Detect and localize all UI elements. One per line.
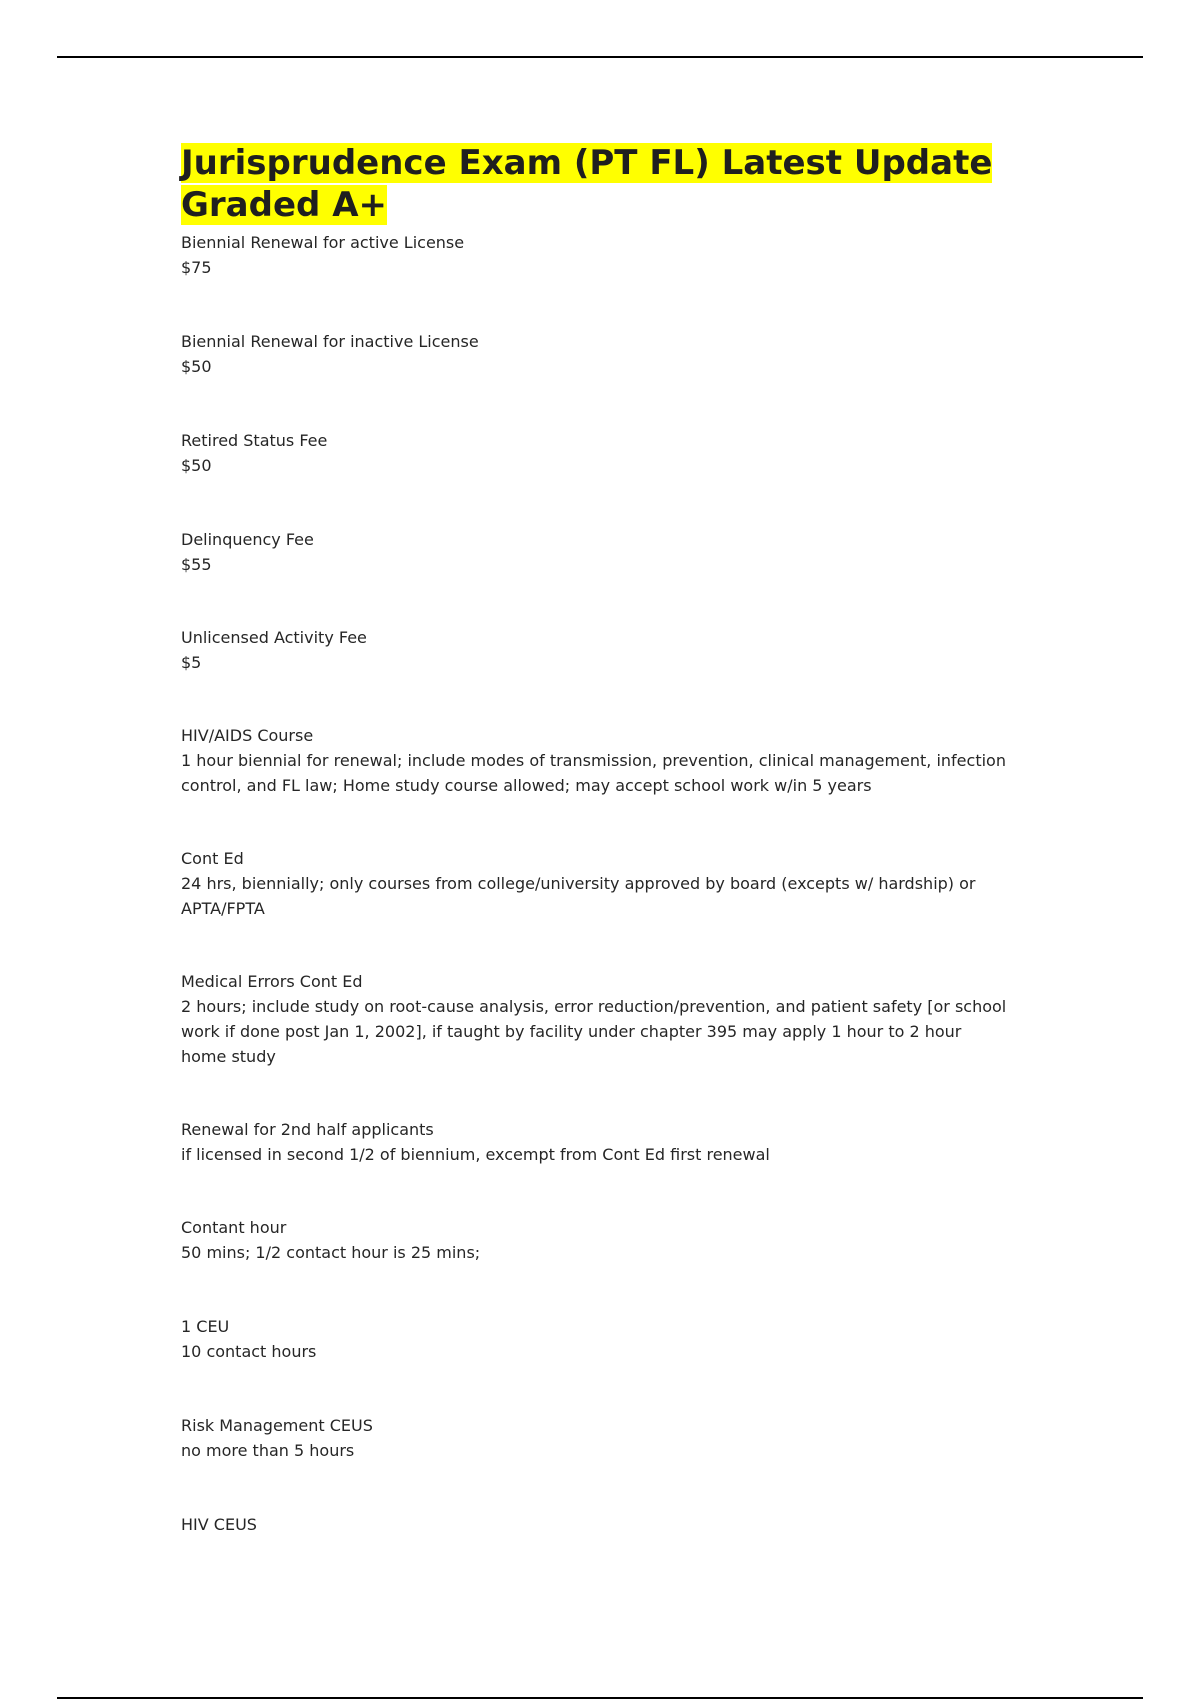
entry-term: HIV/AIDS Course — [181, 726, 314, 745]
entry-term: Cont Ed — [181, 849, 244, 868]
entry-term: Biennial Renewal for inactive License — [181, 332, 479, 351]
entry-term: Biennial Renewal for active License — [181, 233, 465, 252]
entry-term: Retired Status Fee — [181, 431, 328, 450]
flashcard-entry — [181, 329, 479, 379]
entry-term: 1 CEU — [181, 1317, 230, 1336]
document-body — [181, 142, 1011, 1534]
flashcard-entry — [181, 1314, 316, 1364]
flashcard-entry — [181, 527, 314, 577]
flashcard-entry — [181, 428, 327, 478]
flashcard-entry — [181, 625, 367, 675]
entry-term: Delinquency Fee — [181, 530, 314, 549]
flashcard-entry — [181, 1413, 373, 1463]
entry-term: Renewal for 2nd half applicants — [181, 1120, 434, 1139]
flashcard-entry — [181, 969, 1011, 1069]
flashcard-entry — [181, 1215, 480, 1265]
entry-definition: $5 — [181, 653, 202, 672]
entry-term: Unlicensed Activity Fee — [181, 628, 367, 647]
entry-definition: 2 hours; include study on root-cause analysis, error reduction/prevention, and patient safety [or school work if done post Jan 1, 2002], if taught by facility under chapter 395 may apply 1 hour to 2 hour home study — [181, 997, 1007, 1066]
entry-definition: if licensed in second 1/2 of biennium, excempt from Cont Ed first renewal — [181, 1145, 770, 1164]
flashcard-entry — [181, 723, 1011, 798]
entry-definition: 50 mins; 1/2 contact hour is 25 mins; — [181, 1243, 481, 1262]
bottom-rule — [57, 1697, 1143, 1699]
flashcard-entry — [181, 846, 1011, 921]
document-title — [181, 142, 1011, 226]
flashcard-entry — [181, 1512, 257, 1537]
entry-term: Medical Errors Cont Ed — [181, 972, 363, 991]
entry-term: Risk Management CEUS — [181, 1416, 373, 1435]
entry-definition: 1 hour biennial for renewal; include modes of transmission, prevention, clinical management, infection control, and FL law; Home study course allowed; may accept school work w/in 5 years — [181, 751, 1006, 795]
entry-definition: $55 — [181, 555, 212, 574]
top-rule — [57, 56, 1143, 58]
entry-definition: 24 hrs, biennially; only courses from college/university approved by board (excepts w/ hardship) or APTA/FPTA — [181, 874, 976, 918]
entry-definition: $75 — [181, 258, 212, 277]
entry-definition: 10 contact hours — [181, 1342, 317, 1361]
entry-term: Contant hour — [181, 1218, 287, 1237]
flashcard-entry — [181, 1117, 1011, 1167]
title-highlight: Jurisprudence Exam (PT FL) Latest Update Graded A+ — [181, 143, 993, 225]
flashcard-entry — [181, 230, 464, 280]
entry-definition: $50 — [181, 456, 212, 475]
entry-term: HIV CEUS — [181, 1515, 257, 1534]
entry-definition: no more than 5 hours — [181, 1441, 355, 1460]
entry-definition: $50 — [181, 357, 212, 376]
